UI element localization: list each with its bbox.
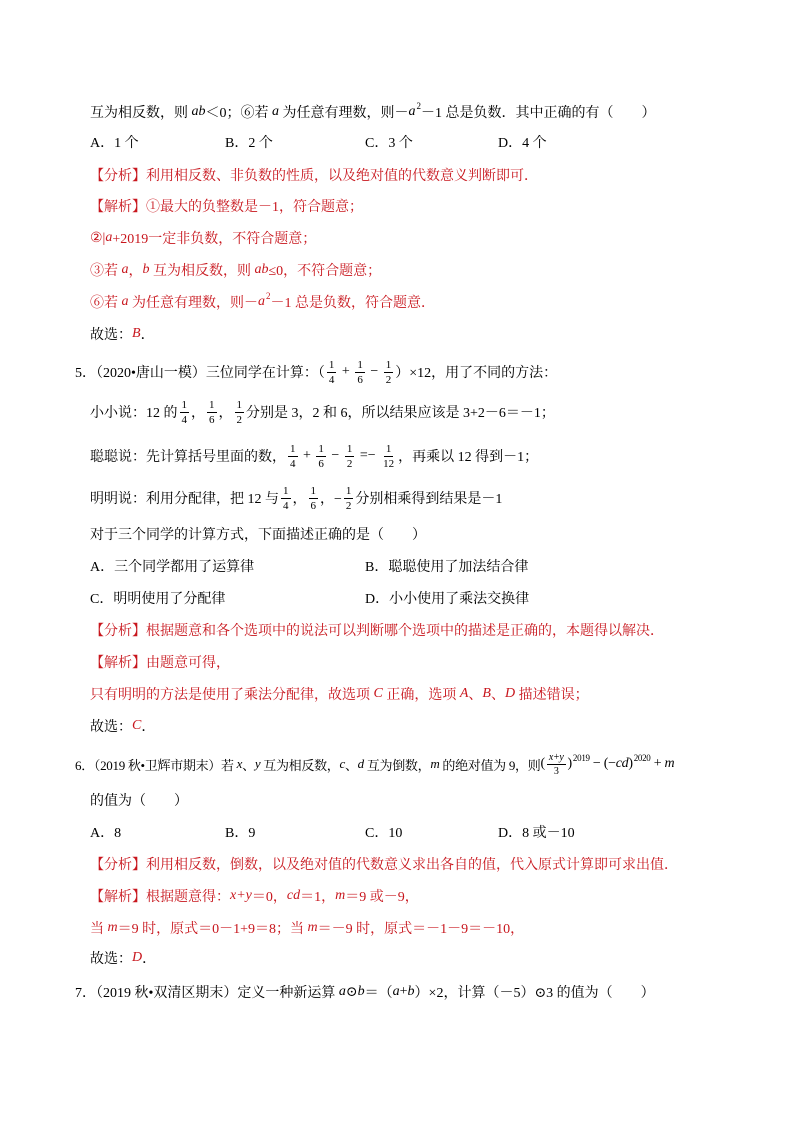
operator: − (− <box>589 756 616 771</box>
q4-solution-line-4 <box>90 284 435 320</box>
denominator: 4 <box>283 499 289 512</box>
q6-option-d <box>498 814 575 850</box>
variable: x+y <box>230 888 252 903</box>
denominator: 6 <box>318 457 324 470</box>
solution-text: ＝1， <box>300 890 336 905</box>
answer-suffix: ． <box>142 952 157 967</box>
fraction <box>384 359 394 386</box>
numerator: 1 <box>181 398 187 411</box>
variable: m <box>307 920 318 935</box>
option-label: B．聪聪使用了加法结合律 <box>365 560 529 575</box>
operator: − <box>327 448 343 463</box>
q6-solution-line-1 <box>90 878 419 914</box>
numerator: 1 <box>385 442 392 455</box>
variable: a <box>121 262 129 277</box>
q6-analysis <box>90 846 678 882</box>
q5-question <box>90 516 426 552</box>
numerator: 1 <box>385 358 392 371</box>
separator: ，− <box>320 492 342 507</box>
q5-xiaoxiao-says <box>90 394 555 430</box>
statement-text: 聪聪说：先计算括号里面的数， <box>90 450 286 465</box>
numerator: 1 <box>283 484 289 497</box>
paren: ) <box>567 756 572 771</box>
q4-option-d <box>498 124 547 160</box>
variable: b <box>142 262 150 277</box>
denominator: 4 <box>328 373 335 386</box>
variable: cd <box>615 756 629 771</box>
separator: ， <box>292 492 307 507</box>
fraction <box>207 399 217 426</box>
denominator: 12 <box>383 457 395 470</box>
option-label: B．9 <box>225 826 256 841</box>
denominator: 2 <box>385 373 392 386</box>
stem-text: 5．（2020•唐山一模）三位同学在计算：（ <box>75 366 325 381</box>
denominator: 6 <box>357 373 363 386</box>
option-label: B．2 个 <box>225 136 273 151</box>
exponent: 2 <box>416 101 421 111</box>
choice-letter: D <box>504 686 516 701</box>
numerator: x+y <box>548 751 564 763</box>
stem-text: 6．（2019 秋•卫辉市期末）若 <box>75 757 237 773</box>
option-label: A．1 个 <box>90 136 139 151</box>
fraction <box>288 443 298 470</box>
solution-text: 正确，选项 <box>382 688 460 703</box>
operator: + <box>338 364 354 379</box>
option-label: C．明明使用了分配律 <box>90 592 226 607</box>
denominator: 6 <box>209 413 215 426</box>
analysis-text: 【分析】利用相反数、非负数的性质，以及绝对值的代数意义判断即可． <box>90 169 538 184</box>
q4-solution-line-1 <box>90 188 363 224</box>
denominator: 4 <box>290 457 296 470</box>
fraction <box>345 443 355 470</box>
fraction <box>316 443 326 470</box>
operator: ⊙ <box>345 984 358 1000</box>
variable: a <box>258 294 265 309</box>
solution-text: ≤0，不符合题意； <box>268 264 382 279</box>
operator: + <box>650 756 665 771</box>
fraction <box>344 485 354 512</box>
solution-text: +2019一定非负数，不符合题意； <box>112 232 317 247</box>
q6-option-b <box>225 814 255 850</box>
fraction <box>547 752 566 777</box>
variable: y <box>254 756 261 771</box>
q6-stem-continued <box>90 782 188 818</box>
separator: ， <box>191 406 205 421</box>
q5-congcong-says <box>90 438 538 474</box>
q4-solution-line-2 <box>90 220 316 256</box>
fraction <box>327 359 337 386</box>
stem-text: 7．（2019 秋•双清区期末）定义一种新运算 <box>75 986 339 1001</box>
operator: =− <box>356 448 380 463</box>
solution-text: 【解析】由题意可得， <box>90 656 230 671</box>
q4-option-c <box>365 124 413 160</box>
paren: ) <box>628 756 633 771</box>
separator: ， <box>218 406 233 421</box>
option-label: D．4 个 <box>498 136 547 151</box>
statement-text: 分别是 3，2 和 6，所以结果应该是 3+2－6＝－1； <box>246 406 555 421</box>
q5-solution-line-2 <box>90 676 589 712</box>
q6-stem <box>75 746 674 782</box>
fraction <box>381 443 396 470</box>
operator: + <box>299 448 315 463</box>
choice-letter: A <box>459 686 469 701</box>
answer-choice: D <box>132 950 143 965</box>
variable: a <box>121 294 129 309</box>
stem-text: 、 <box>344 757 358 773</box>
solution-text: ＝0， <box>251 890 287 905</box>
variable: m <box>664 756 675 771</box>
solution-text: 为任意有理数，则－ <box>128 296 258 311</box>
q6-expression <box>540 752 674 777</box>
q6-answer <box>90 940 156 976</box>
variable: m <box>107 920 118 935</box>
variable: x <box>236 756 243 771</box>
variable: a <box>338 984 346 999</box>
q6-option-c <box>365 814 402 850</box>
stem-text: 的绝对值为 9，则 <box>439 757 541 773</box>
numerator: 1 <box>310 484 316 497</box>
stem-text: ）×12，用了不同的方法： <box>395 366 558 381</box>
answer-suffix: ． <box>140 328 155 343</box>
denominator: 3 <box>553 765 559 777</box>
variable: a <box>105 230 113 245</box>
variable: a <box>272 104 279 119</box>
solution-text: －1 总是负数，符合题意． <box>270 296 435 311</box>
variable: c <box>339 756 345 771</box>
option-label: C．3 个 <box>365 136 413 151</box>
variable: m <box>335 888 346 903</box>
paren: ( <box>540 756 545 771</box>
q5-option-c <box>90 580 225 616</box>
q5-analysis <box>90 612 664 648</box>
numerator: 1 <box>357 358 363 371</box>
stem-text: ＜0；⑥若 <box>205 106 272 121</box>
stem-text: 互为倒数， <box>363 757 431 773</box>
variable: cd <box>286 888 301 903</box>
denominator: 2 <box>236 413 242 426</box>
variable: m <box>430 756 440 771</box>
solution-text: ＝－9 时，原式＝－1－9＝－10， <box>317 922 525 937</box>
stem-text: 互为相反数， <box>260 757 340 773</box>
analysis-text: 【分析】根据题意和各个选项中的说法可以判断哪个选项中的描述是正确的，本题得以解决． <box>90 624 664 639</box>
numerator: 1 <box>236 398 242 411</box>
q5-stem <box>75 354 557 390</box>
analysis-text: 【分析】利用相反数，倒数，以及绝对值的代数意义求出各自的值，代入原式计算即可求出值． <box>90 858 678 873</box>
exponent: 2020 <box>633 753 651 763</box>
variable: a <box>392 984 400 999</box>
statement-text: 小小说：12 的 <box>90 406 178 421</box>
fraction <box>281 485 291 512</box>
stem-text: ）×2，计算（－5）⊙3 的值为（ ） <box>414 986 655 1001</box>
variable: ab <box>191 104 206 119</box>
q7-stem <box>75 974 655 1010</box>
separator: 、 <box>468 688 483 703</box>
option-label: A．8 <box>90 826 122 841</box>
q5-option-b <box>365 548 528 584</box>
choice-letter: B <box>482 686 491 701</box>
numerator: 1 <box>290 442 296 455</box>
stem-text: ＝（ <box>364 986 393 1001</box>
q4-solution-line-3 <box>90 252 381 288</box>
exponent: 2 <box>266 291 271 301</box>
answer-choice: C <box>132 718 142 733</box>
q5-option-a <box>90 548 254 584</box>
question-text: 对于三个同学的计算方式，下面描述正确的是（ ） <box>90 528 426 543</box>
solution-text: 当 <box>90 922 108 937</box>
stem-text: －1 总是负数．其中正确的有（ ） <box>421 106 656 121</box>
option-label: A．三个同学都用了运算律 <box>90 560 255 575</box>
variable: d <box>357 756 364 771</box>
solution-text: 描述错误； <box>515 688 589 703</box>
option-label: D．小小使用了乘法交换律 <box>365 592 530 607</box>
solution-text: 【解析】根据题意得： <box>90 890 230 905</box>
answer-choice: B <box>132 326 141 341</box>
stem-text: 互为相反数，则 <box>90 106 192 121</box>
fraction <box>235 399 245 426</box>
stem-text: 、 <box>242 757 255 773</box>
solution-text: ， <box>128 264 143 279</box>
fraction <box>309 485 319 512</box>
q6-option-a <box>90 814 121 850</box>
fraction <box>355 359 365 386</box>
denominator: 2 <box>346 457 353 470</box>
option-label: C．10 <box>365 826 403 841</box>
q4-answer <box>90 316 155 352</box>
variable: ab <box>254 262 269 277</box>
numerator: 1 <box>328 358 335 371</box>
answer-prefix: 故选： <box>90 952 132 967</box>
q5-answer <box>90 708 155 744</box>
denominator: 4 <box>181 413 187 426</box>
operator: + <box>399 984 408 999</box>
option-label: D．8 或－10 <box>498 826 575 841</box>
solution-text: ③若 <box>90 264 122 279</box>
q4-option-b <box>225 124 273 160</box>
choice-letter: C <box>373 686 383 701</box>
variable: b <box>407 984 415 999</box>
statement-text: ，再乘以 12 得到－1； <box>398 450 539 465</box>
solution-text: ②| <box>90 230 106 246</box>
numerator: 1 <box>345 484 352 497</box>
solution-text: 只有明明的方法是使用了乘法分配律，故选项 <box>90 688 374 703</box>
numerator: 1 <box>318 442 324 455</box>
stem-text: 为任意有理数，则－ <box>279 106 409 121</box>
numerator: 1 <box>346 442 353 455</box>
solution-text: ＝9 或－9， <box>345 890 419 905</box>
q5-option-d <box>365 580 529 616</box>
solution-text: ⑥若 <box>90 296 122 311</box>
solution-text: 【解析】①最大的负整数是－1，符合题意； <box>90 200 363 215</box>
stem-text: 的值为（ ） <box>90 794 188 809</box>
fraction <box>180 399 190 426</box>
operator: − <box>366 364 382 379</box>
q5-solution-line-1 <box>90 644 230 680</box>
answer-suffix: ． <box>141 720 156 735</box>
answer-prefix: 故选： <box>90 328 132 343</box>
denominator: 2 <box>345 499 352 512</box>
statement-text: 分别相乘得到结果是－1 <box>355 492 503 507</box>
variable: b <box>357 984 365 999</box>
q4-option-a <box>90 124 139 160</box>
statement-text: 明明说：利用分配律，把 12 与 <box>90 492 279 507</box>
exponent: 2019 <box>572 753 590 763</box>
answer-prefix: 故选： <box>90 720 132 735</box>
variable: a <box>408 104 416 119</box>
solution-text: 互为相反数，则 <box>149 264 255 279</box>
separator: 、 <box>490 688 505 703</box>
q5-mingming-says <box>90 480 502 516</box>
solution-text: ＝9 时，原式＝0－1+9＝8；当 <box>117 922 308 937</box>
denominator: 6 <box>310 499 316 512</box>
numerator: 1 <box>209 398 215 411</box>
